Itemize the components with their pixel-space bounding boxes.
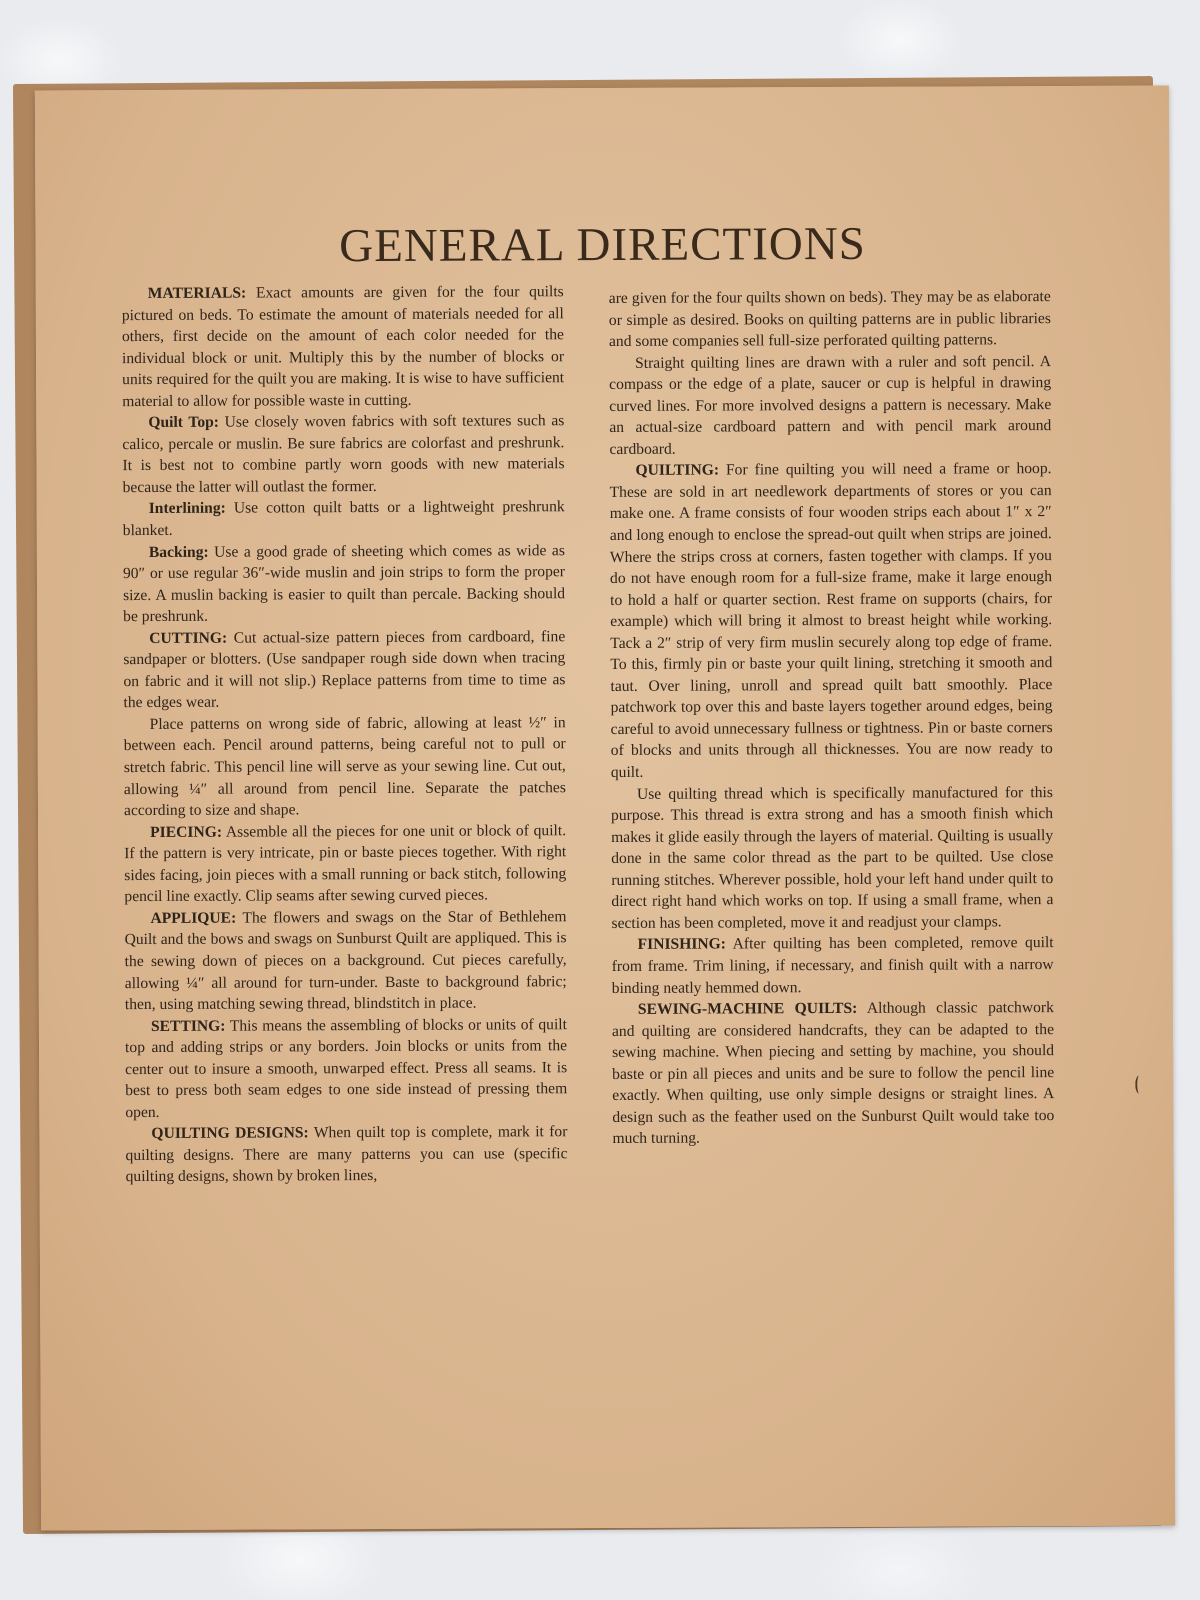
paragraph-text: Although classic patchwork and quilting are considered handcrafts, they can be adapted to the sewing machine. When piecing and setting by machine, you should baste or pin all pieces and units and be sure to follow the pencil line exactly. When quilting, use only simple designs or straight lines. A design such as the feather used on the Sunburst Quilt would take too much turning. xyxy=(611,999,1055,1148)
paragraph-text: Exact amounts are given for the four quilts pictured on beds. To estimate the amount of materials needed for all others, first decide on the amount of each color needed for the individual block or unit. Multiply this by the number of blocks or units required for the quilt you are making. It is wise to have sufficient material to allow for possible waste in cutting. xyxy=(121,283,565,410)
paragraph-continued xyxy=(609,286,1051,353)
paragraph-text: Cut actual-size pattern pieces from cardboard, fine sandpaper or blotters. (Use sandpaper rough side down when tracing on fabric and it will not slip.) Replace patterns from time to time as the edges wear. xyxy=(123,627,566,712)
right-column xyxy=(609,286,1055,1150)
heading-quilting: QUILTING: xyxy=(635,461,720,480)
paragraph-text: When quilt top is complete, mark it for quilting designs. There are many patterns you can use (specific quilting designs, shown by broken lines, xyxy=(125,1123,568,1186)
paragraph-applique xyxy=(124,906,566,1016)
heading-sewing-machine-quilts: SEWING-MACHINE QUILTS: xyxy=(637,999,858,1018)
heading-backing: Backing: xyxy=(148,543,209,561)
heading-quilting-designs: QUILTING DESIGNS: xyxy=(151,1124,309,1143)
paragraph-materials xyxy=(122,281,565,412)
paragraph-thread xyxy=(611,782,1054,935)
paragraph-piecing xyxy=(124,820,566,908)
heading-interlining: Interlining: xyxy=(148,500,226,518)
paragraph-cutting xyxy=(123,626,565,714)
heading-materials: MATERIALS: xyxy=(147,284,247,302)
paragraph-text: Assemble all the pieces for one unit or block of quilt. If the pattern is very intricate, pin or baste pieces together. With right sides facing, join pieces with a small running or back stitch, following pencil line exactly. Clip seams after sewing curved pieces. xyxy=(124,821,567,906)
paragraph-place-patterns xyxy=(124,712,566,822)
paragraph-text: Use quilting thread which is specifically manufactured for this purpose. This thread is extra strong and has a smooth finish which makes it glide easily through the layers of material. Quilting is usually done in the same color thread as the part to be quilted. Use close running stitches. Wherever possible, hold your left hand under quilt to direct right hand which works on top. If using a small frame, when a section has been completed, move it and readjust your clamps. xyxy=(610,783,1054,932)
paragraph-quilting-designs xyxy=(125,1121,567,1188)
paragraph-text: Use closely woven fabrics with soft textures such as calico, percale or muslin. Be sure fabrics are colorfast and preshrunk. It is best not to combine partly worn goods with new materials because the latter will outlast the former. xyxy=(122,412,565,497)
paragraph-quilt-top xyxy=(122,410,564,498)
paragraph-backing xyxy=(123,540,565,628)
left-column xyxy=(122,281,568,1188)
paragraph-straight-lines xyxy=(609,351,1051,461)
paragraph-text: are given for the four quilts shown on beds). They may be as elaborate or simple as desired. Books on quilting patterns are in public libraries and some companies sell full-size perforated quilting patterns. xyxy=(608,288,1051,351)
paragraph-text: Use cotton quilt batts or a lightweight preshrunk blanket. xyxy=(122,498,565,540)
paragraph-sewing-machine xyxy=(612,997,1055,1150)
paragraph-text: For fine quilting you will need a frame or hoop. These are sold in art needlework departments of stores or you can make one. A frame consists of four wooden strips each about 1″ x 2″ and long enough to enclose the spread-out quilt when strips are joined. Where the strips cross at corners, fasten together with clamps. If you do not have enough room for a full-size frame, make it large enough to hold a half or quarter section. Rest frame on supports (chairs, for example) which will bring it almost to breast height while working. Tack a 2″ strip of very firm muslin securely along top edge of frame. To this, firmly pin or baste your quilt lining, stretching it smooth and taut. Over lining, unroll and spread quilt batt smoothly. Place patchwork top over this and baste layers together around edges, being careful to avoid unnecessary fullness or tightness. Pin or baste corners of blocks and units through all thicknesses. You are now ready to quilt. xyxy=(609,460,1053,782)
heading-setting: SETTING: xyxy=(150,1017,226,1035)
document-page xyxy=(35,86,1175,1531)
heading-quilt-top: Quilt Top: xyxy=(148,413,220,432)
paragraph-finishing xyxy=(612,932,1054,999)
heading-piecing: PIECING: xyxy=(150,823,223,841)
paragraph-text: After quilting has been completed, remove quilt from frame. Trim lining, if necessary, and finish quilt with a narrow binding neatly hemmed down. xyxy=(611,934,1054,997)
paragraph-text: Straight quilting lines are drawn with a ruler and soft pencil. A compass or the edge of a plate, saucer or cup is helpful in drawing curved lines. For more involved designs a pattern is necessary. Make an actual-size cardboard pattern and with pencil mark around cardboard. xyxy=(609,352,1052,458)
page-title: GENERAL DIRECTIONS xyxy=(339,217,866,273)
page-edge-mark xyxy=(1135,1076,1143,1094)
paragraph-text: Use a good grade of sheeting which comes as wide as 90″ or use regular 36″-wide muslin and join strips to form the proper size. A muslin backing is easier to quilt than percale. Backing should be preshrunk. xyxy=(122,541,566,626)
heading-finishing: FINISHING: xyxy=(637,935,727,954)
paragraph-interlining xyxy=(123,497,565,542)
paragraph-setting xyxy=(125,1014,567,1124)
heading-applique: APPLIQUE: xyxy=(150,909,237,927)
paragraph-quilting xyxy=(609,458,1052,783)
heading-cutting: CUTTING: xyxy=(149,629,228,647)
paragraph-text: The flowers and swags on the Star of Bethlehem Quilt and the bows and swags on Sunburst Quilt are appliqued. This is the sewing down of pieces on a background. Cut pieces carefully, allowing ¼″ all around for turn-under. Baste to background fabric; then, using matching sewing thread, blindstitch in place. xyxy=(124,908,567,1014)
paragraph-text: Place patterns on wrong side of fabric, allowing at least ½″ in between each. Pencil around patterns, being careful not to pull or stretch fabric. This pencil line will serve as your sewing line. Cut out, allowing ¼″ all around from pencil line. Separate the patches according to size and shape. xyxy=(123,714,566,820)
paragraph-text: This means the assembling of blocks or units of quilt top and adding strips or any borders. Join blocks or units from the center out to insure a smooth, unwarped effect. Press all seams. It is best to press both seam edges to one side instead of pressing them open. xyxy=(125,1015,568,1121)
